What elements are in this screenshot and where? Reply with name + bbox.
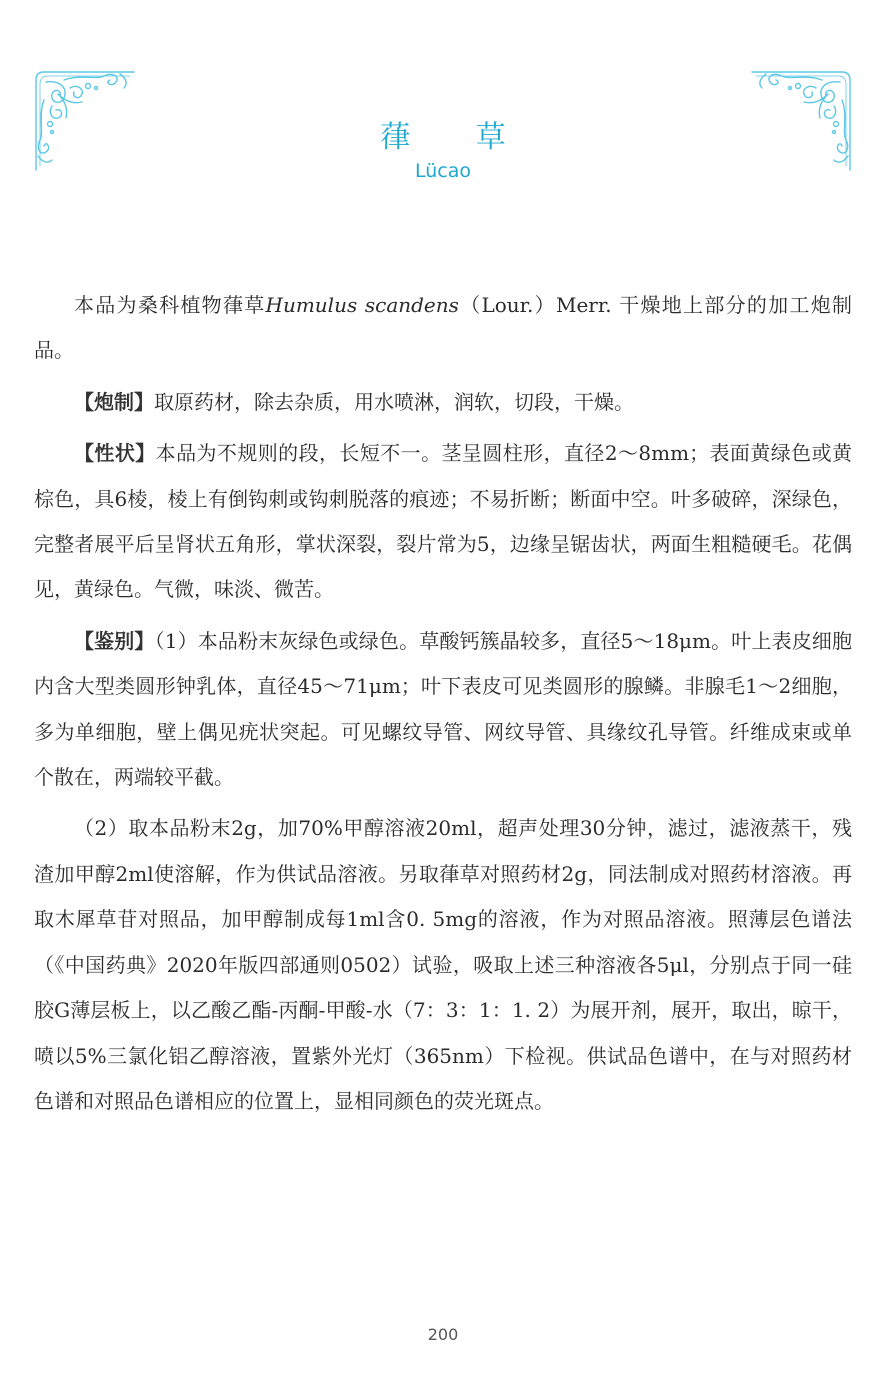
identification-heading: 【鉴别】 xyxy=(74,628,155,653)
page-number: 200 xyxy=(427,1325,459,1344)
identification-text-2: （2）取本品粉末2g，加70%甲醇溶液20ml，超声处理30分钟，滤过，滤液蒸干，残渣加甲醇2ml使溶解，作为供试品溶液。另取葎草对照药材2g，同法制成对照药材溶液。再取木犀草苷对照品，加甲醇制成每1ml含0. 5mg的溶液，作为对照品溶液。照薄层色谱法（《中国药典》2020年版四部通则0502）试验，吸取上述三种溶液各5μl，分别点于同一硅胶G薄层板上，以乙酸乙酯-丙酮-甲酸-水（7：3：1：1. 2）为展开剂，展开，取出，晾干，喷以5%三氯化铝乙醇溶液，置紫外光灯（365nm）下检视。供试品色谱中，在与对照药材色谱和对照品色谱相应的位置上，显相同颜色的荧光斑点。 xyxy=(34,816,852,1113)
characteristics-section xyxy=(34,431,852,613)
identification-text-1: （1）本品粉末灰绿色或绿色。草酸钙簇晶较多，直径5～18μm。叶上表皮细胞内含大型类圆形钟乳体，直径45～71μm；叶下表皮可见类圆形的腺鳞。非腺毛1～2细胞，多为单细胞，壁上偶见疣状突起。可见螺纹导管、网纹导管、具缘纹孔导管。纤维成束或单个散在，两端较平截。 xyxy=(34,628,852,790)
latin-name: Humulus scandens xyxy=(265,293,459,317)
page-subtitle-pinyin: Lücao xyxy=(414,160,471,182)
identification-section xyxy=(34,619,852,801)
processing-section xyxy=(34,380,852,425)
intro-suffix: （Lour.）Merr. 干燥地上部分的加工炮制品。 xyxy=(34,293,852,363)
intro-paragraph xyxy=(34,283,852,374)
document-body xyxy=(34,283,852,1130)
characteristics-text: 本品为不规则的段，长短不一。茎呈圆柱形，直径2～8mm；表面黄绿色或黄棕色，具6棱，棱上有倒钩刺或钩刺脱落的痕迹；不易折断；断面中空。叶多破碎，深绿色，完整者展平后呈肾状五角形，掌状深裂，裂片常为5，边缘呈锯齿状，两面生粗糙硬毛。花偶见，黄绿色。气微，味淡、微苦。 xyxy=(34,441,852,602)
processing-heading: 【炮制】 xyxy=(74,389,154,414)
page-title: 葎 草 xyxy=(380,120,534,155)
intro-prefix: 本品为桑科植物葎草 xyxy=(74,293,266,317)
identification-section-2 xyxy=(34,806,852,1124)
characteristics-heading: 【性状】 xyxy=(74,441,156,466)
processing-text: 取原药材，除去杂质，用水喷淋，润软，切段，干燥。 xyxy=(154,389,634,414)
